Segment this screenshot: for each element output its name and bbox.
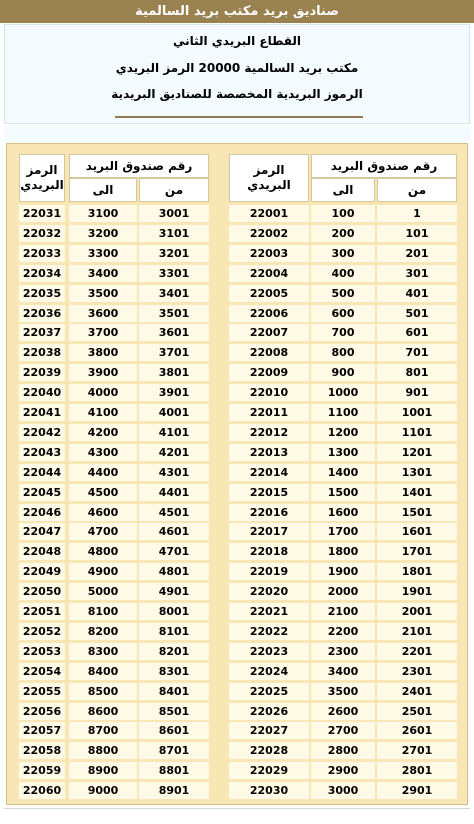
left-box-from-cell: 4301 bbox=[139, 464, 209, 481]
left-box-to-cell: 4200 bbox=[69, 424, 137, 441]
left-box-to-cell: 8200 bbox=[69, 623, 137, 640]
right-box-from-cell: 1801 bbox=[377, 563, 457, 580]
right-postal-code-cell: 22008 bbox=[229, 344, 309, 361]
right-postal-code-cell: 22011 bbox=[229, 404, 309, 421]
right-postal-code-cell: 22028 bbox=[229, 742, 309, 759]
left-postal-code-cell: 22048 bbox=[19, 543, 65, 560]
left-postal-code-cell: 22056 bbox=[19, 703, 65, 720]
right-box-from-cell: 2301 bbox=[377, 663, 457, 680]
right-box-from-cell: 1901 bbox=[377, 583, 457, 600]
right-postal-code-cell: 22021 bbox=[229, 603, 309, 620]
right-box-from-cell: 2901 bbox=[377, 782, 457, 799]
left-box-from-cell: 3701 bbox=[139, 344, 209, 361]
left-box-from-cell: 8001 bbox=[139, 603, 209, 620]
left-box-from-cell: 4801 bbox=[139, 563, 209, 580]
left-postal-code-cell: 22052 bbox=[19, 623, 65, 640]
right-postal-code-cell: 22016 bbox=[229, 504, 309, 521]
codes-subtitle: الرموز البريدية المخصصة للصناديق البريدية bbox=[111, 87, 363, 101]
postal-code-table bbox=[6, 143, 468, 805]
right-box-to-cell: 1800 bbox=[311, 543, 375, 560]
right-box-to-cell: 1300 bbox=[311, 444, 375, 461]
right-box-from-cell: 2701 bbox=[377, 742, 457, 759]
right-postal-code-cell: 22002 bbox=[229, 225, 309, 242]
left-postal-code-cell: 22054 bbox=[19, 663, 65, 680]
left-postal-code-cell: 22040 bbox=[19, 384, 65, 401]
left-box-to-cell: 8900 bbox=[69, 762, 137, 779]
right-box-to-cell: 600 bbox=[311, 305, 375, 322]
right-postal-code-cell: 22030 bbox=[229, 782, 309, 799]
left-to-header: الى bbox=[69, 178, 137, 202]
left-postal-code-header: الرمز البريدي bbox=[19, 154, 65, 202]
left-box-from-cell: 3601 bbox=[139, 324, 209, 341]
right-box-from-cell: 301 bbox=[377, 265, 457, 282]
left-box-from-cell: 8701 bbox=[139, 742, 209, 759]
left-box-to-cell: 3900 bbox=[69, 364, 137, 381]
right-box-from-cell: 1501 bbox=[377, 504, 457, 521]
right-box-from-cell: 1101 bbox=[377, 424, 457, 441]
left-postal-code-cell: 22043 bbox=[19, 444, 65, 461]
left-box-to-cell: 4600 bbox=[69, 504, 137, 521]
right-box-to-cell: 2800 bbox=[311, 742, 375, 759]
right-box-to-cell: 3000 bbox=[311, 782, 375, 799]
left-box-to-cell: 3400 bbox=[69, 265, 137, 282]
right-box-to-cell: 3400 bbox=[311, 663, 375, 680]
left-box-to-cell: 8800 bbox=[69, 742, 137, 759]
right-postal-code-cell: 22029 bbox=[229, 762, 309, 779]
left-postal-code-cell: 22047 bbox=[19, 523, 65, 540]
left-box-from-cell: 4201 bbox=[139, 444, 209, 461]
right-postal-code-cell: 22005 bbox=[229, 285, 309, 302]
bottom-divider bbox=[4, 808, 470, 809]
right-postal-code-cell: 22001 bbox=[229, 205, 309, 222]
page-header bbox=[4, 24, 470, 124]
left-box-to-cell: 3600 bbox=[69, 305, 137, 322]
right-box-from-cell: 1301 bbox=[377, 464, 457, 481]
left-box-to-cell: 8400 bbox=[69, 663, 137, 680]
left-postal-code-cell: 22044 bbox=[19, 464, 65, 481]
right-box-from-cell: 201 bbox=[377, 245, 457, 262]
left-postal-code-cell: 22038 bbox=[19, 344, 65, 361]
right-postal-code-cell: 22018 bbox=[229, 543, 309, 560]
right-box-to-cell: 2200 bbox=[311, 623, 375, 640]
right-postal-code-cell: 22010 bbox=[229, 384, 309, 401]
left-postal-code-cell: 22031 bbox=[19, 205, 65, 222]
left-box-from-cell: 8501 bbox=[139, 703, 209, 720]
left-box-from-cell: 4901 bbox=[139, 583, 209, 600]
right-postal-code-cell: 22015 bbox=[229, 484, 309, 501]
right-box-number-header: رقم صندوق البريد bbox=[311, 154, 457, 178]
left-box-to-cell: 9000 bbox=[69, 782, 137, 799]
left-postal-code-cell: 22035 bbox=[19, 285, 65, 302]
left-postal-code-cell: 22058 bbox=[19, 742, 65, 759]
left-postal-code-cell: 22037 bbox=[19, 324, 65, 341]
left-box-from-cell: 3501 bbox=[139, 305, 209, 322]
right-box-from-cell: 2501 bbox=[377, 703, 457, 720]
left-box-to-cell: 8700 bbox=[69, 722, 137, 739]
spacer-strip bbox=[4, 126, 470, 142]
right-box-to-cell: 1400 bbox=[311, 464, 375, 481]
right-box-from-cell: 501 bbox=[377, 305, 457, 322]
right-box-to-cell: 1200 bbox=[311, 424, 375, 441]
left-postal-code-cell: 22046 bbox=[19, 504, 65, 521]
left-box-to-cell: 3800 bbox=[69, 344, 137, 361]
left-box-from-cell: 3301 bbox=[139, 265, 209, 282]
left-box-to-cell: 4900 bbox=[69, 563, 137, 580]
right-postal-code-cell: 22025 bbox=[229, 683, 309, 700]
left-box-from-cell: 4701 bbox=[139, 543, 209, 560]
left-box-to-cell: 8600 bbox=[69, 703, 137, 720]
left-postal-code-cell: 22042 bbox=[19, 424, 65, 441]
left-box-from-cell: 3401 bbox=[139, 285, 209, 302]
left-box-to-cell: 4800 bbox=[69, 543, 137, 560]
left-box-from-cell: 8301 bbox=[139, 663, 209, 680]
right-box-to-cell: 2000 bbox=[311, 583, 375, 600]
right-box-from-cell: 701 bbox=[377, 344, 457, 361]
left-box-from-cell: 8101 bbox=[139, 623, 209, 640]
right-postal-code-cell: 22004 bbox=[229, 265, 309, 282]
right-box-from-cell: 2801 bbox=[377, 762, 457, 779]
left-box-to-cell: 4500 bbox=[69, 484, 137, 501]
right-box-to-cell: 1700 bbox=[311, 523, 375, 540]
left-postal-code-cell: 22053 bbox=[19, 643, 65, 660]
right-box-to-cell: 900 bbox=[311, 364, 375, 381]
right-postal-code-header: الرمز البريدي bbox=[229, 154, 309, 202]
right-box-from-cell: 1 bbox=[377, 205, 457, 222]
left-box-from-cell: 3101 bbox=[139, 225, 209, 242]
left-postal-code-cell: 22039 bbox=[19, 364, 65, 381]
right-postal-code-cell: 22023 bbox=[229, 643, 309, 660]
left-postal-code-cell: 22060 bbox=[19, 782, 65, 799]
right-box-from-cell: 101 bbox=[377, 225, 457, 242]
left-box-to-cell: 3100 bbox=[69, 205, 137, 222]
right-postal-code-cell: 22009 bbox=[229, 364, 309, 381]
right-postal-code-cell: 22026 bbox=[229, 703, 309, 720]
sector-title: القطاع البريدي الثاني bbox=[172, 34, 302, 48]
left-box-to-cell: 3500 bbox=[69, 285, 137, 302]
right-postal-code-cell: 22020 bbox=[229, 583, 309, 600]
left-box-to-cell: 4100 bbox=[69, 404, 137, 421]
right-postal-code-cell: 22012 bbox=[229, 424, 309, 441]
window-title-bar bbox=[0, 0, 474, 23]
left-postal-code-cell: 22057 bbox=[19, 722, 65, 739]
left-box-to-cell: 3200 bbox=[69, 225, 137, 242]
left-box-to-cell: 8300 bbox=[69, 643, 137, 660]
right-box-to-cell: 1600 bbox=[311, 504, 375, 521]
right-postal-code-cell: 22024 bbox=[229, 663, 309, 680]
right-postal-code-cell: 22007 bbox=[229, 324, 309, 341]
right-box-to-cell: 2100 bbox=[311, 603, 375, 620]
right-box-to-cell: 400 bbox=[311, 265, 375, 282]
right-box-to-cell: 2700 bbox=[311, 722, 375, 739]
left-box-from-cell: 8801 bbox=[139, 762, 209, 779]
left-box-to-cell: 4000 bbox=[69, 384, 137, 401]
left-postal-code-cell: 22050 bbox=[19, 583, 65, 600]
left-box-from-cell: 4101 bbox=[139, 424, 209, 441]
right-postal-code-cell: 22017 bbox=[229, 523, 309, 540]
right-box-from-cell: 2101 bbox=[377, 623, 457, 640]
left-postal-code-cell: 22045 bbox=[19, 484, 65, 501]
left-box-from-cell: 8901 bbox=[139, 782, 209, 799]
right-box-from-cell: 401 bbox=[377, 285, 457, 302]
right-box-from-cell: 2201 bbox=[377, 643, 457, 660]
right-box-from-cell: 1601 bbox=[377, 523, 457, 540]
left-box-to-cell: 5000 bbox=[69, 583, 137, 600]
left-box-from-cell: 4501 bbox=[139, 504, 209, 521]
right-box-to-cell: 3500 bbox=[311, 683, 375, 700]
left-box-to-cell: 8500 bbox=[69, 683, 137, 700]
right-box-to-cell: 200 bbox=[311, 225, 375, 242]
office-title: مكتب بريد السالمية 20000 الرمز البريدي bbox=[115, 61, 359, 75]
right-from-header: من bbox=[377, 178, 457, 202]
right-box-to-cell: 2600 bbox=[311, 703, 375, 720]
right-box-from-cell: 1701 bbox=[377, 543, 457, 560]
left-box-to-cell: 4300 bbox=[69, 444, 137, 461]
right-box-from-cell: 2401 bbox=[377, 683, 457, 700]
right-box-from-cell: 2601 bbox=[377, 722, 457, 739]
right-box-from-cell: 601 bbox=[377, 324, 457, 341]
header-divider bbox=[115, 116, 363, 118]
left-postal-code-cell: 22049 bbox=[19, 563, 65, 580]
right-box-from-cell: 901 bbox=[377, 384, 457, 401]
right-postal-code-cell: 22003 bbox=[229, 245, 309, 262]
right-postal-code-cell: 22027 bbox=[229, 722, 309, 739]
right-box-from-cell: 801 bbox=[377, 364, 457, 381]
right-box-to-cell: 2300 bbox=[311, 643, 375, 660]
left-box-from-cell: 3001 bbox=[139, 205, 209, 222]
right-box-to-cell: 800 bbox=[311, 344, 375, 361]
right-box-to-cell: 500 bbox=[311, 285, 375, 302]
left-box-from-cell: 4001 bbox=[139, 404, 209, 421]
left-box-from-cell: 3801 bbox=[139, 364, 209, 381]
left-postal-code-cell: 22033 bbox=[19, 245, 65, 262]
right-box-from-cell: 2001 bbox=[377, 603, 457, 620]
left-postal-code-cell: 22051 bbox=[19, 603, 65, 620]
left-box-from-cell: 8201 bbox=[139, 643, 209, 660]
right-postal-code-cell: 22019 bbox=[229, 563, 309, 580]
right-box-to-cell: 300 bbox=[311, 245, 375, 262]
right-box-to-cell: 2900 bbox=[311, 762, 375, 779]
right-box-to-cell: 700 bbox=[311, 324, 375, 341]
right-box-to-cell: 1100 bbox=[311, 404, 375, 421]
left-from-header: من bbox=[139, 178, 209, 202]
left-box-from-cell: 4401 bbox=[139, 484, 209, 501]
left-box-from-cell: 4601 bbox=[139, 523, 209, 540]
right-box-from-cell: 1401 bbox=[377, 484, 457, 501]
left-box-to-cell: 8100 bbox=[69, 603, 137, 620]
left-box-to-cell: 4400 bbox=[69, 464, 137, 481]
right-postal-code-cell: 22014 bbox=[229, 464, 309, 481]
right-box-to-cell: 1000 bbox=[311, 384, 375, 401]
right-box-to-cell: 1500 bbox=[311, 484, 375, 501]
left-postal-code-cell: 22059 bbox=[19, 762, 65, 779]
right-to-header: الى bbox=[311, 178, 375, 202]
left-box-from-cell: 3201 bbox=[139, 245, 209, 262]
right-box-to-cell: 1900 bbox=[311, 563, 375, 580]
right-postal-code-cell: 22022 bbox=[229, 623, 309, 640]
left-postal-code-cell: 22041 bbox=[19, 404, 65, 421]
left-postal-code-cell: 22036 bbox=[19, 305, 65, 322]
right-box-from-cell: 1201 bbox=[377, 444, 457, 461]
right-postal-code-cell: 22013 bbox=[229, 444, 309, 461]
left-box-from-cell: 3901 bbox=[139, 384, 209, 401]
left-box-from-cell: 8401 bbox=[139, 683, 209, 700]
right-postal-code-cell: 22006 bbox=[229, 305, 309, 322]
right-box-to-cell: 100 bbox=[311, 205, 375, 222]
left-postal-code-cell: 22032 bbox=[19, 225, 65, 242]
left-postal-code-cell: 22034 bbox=[19, 265, 65, 282]
left-box-to-cell: 3300 bbox=[69, 245, 137, 262]
right-box-from-cell: 1001 bbox=[377, 404, 457, 421]
left-box-from-cell: 8601 bbox=[139, 722, 209, 739]
window-title: صناديق بريد مكتب بريد السالمية bbox=[135, 4, 339, 19]
left-postal-code-cell: 22055 bbox=[19, 683, 65, 700]
left-box-to-cell: 3700 bbox=[69, 324, 137, 341]
left-box-to-cell: 4700 bbox=[69, 523, 137, 540]
left-box-number-header: رقم صندوق البريد bbox=[69, 154, 209, 178]
